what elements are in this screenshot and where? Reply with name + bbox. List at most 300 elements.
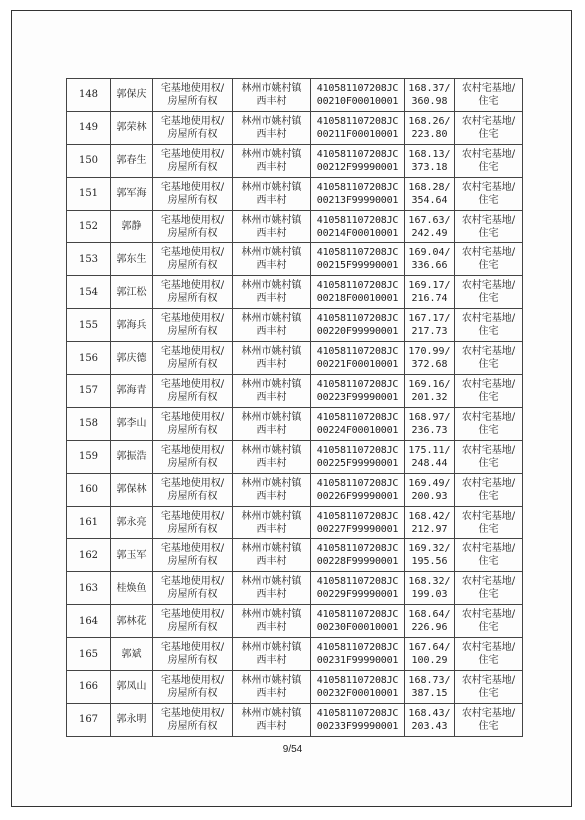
right-type-line: 房屋所有权 <box>167 95 218 107</box>
table-row <box>67 375 523 408</box>
unit-code-line: 00213F99990001 <box>316 194 399 206</box>
location-cell <box>233 638 311 671</box>
usage-line: 农村宅基地/ <box>461 378 516 390</box>
area-cell <box>405 638 455 671</box>
usage-cell <box>455 638 523 671</box>
table-row <box>67 572 523 605</box>
owner-name-cell: 桂焕鱼 <box>111 572 153 605</box>
unit-code-cell <box>311 210 405 243</box>
location-line: 林州市姚村镇 <box>241 148 302 160</box>
usage-cell <box>455 375 523 408</box>
location-line: 西丰村 <box>256 424 287 436</box>
unit-code-cell <box>311 506 405 539</box>
unit-code-line: 410581107208JC <box>316 82 399 94</box>
row-number-cell: 160 <box>67 473 111 506</box>
usage-line: 农村宅基地/ <box>461 444 516 456</box>
right-type-line: 宅基地使用权/ <box>160 444 225 456</box>
unit-code-line: 410581107208JC <box>316 477 399 489</box>
right-type-cell <box>153 375 233 408</box>
area-cell <box>405 671 455 704</box>
unit-code-line: 410581107208JC <box>316 444 399 456</box>
owner-name-cell: 郭春生 <box>111 144 153 177</box>
unit-code-cell <box>311 144 405 177</box>
area-line: 175.11/ <box>408 444 451 456</box>
location-line: 西丰村 <box>256 161 287 173</box>
area-line: 168.37/ <box>408 82 451 94</box>
table-row <box>67 309 523 342</box>
usage-cell <box>455 703 523 736</box>
location-line: 西丰村 <box>256 194 287 206</box>
right-type-line: 宅基地使用权/ <box>160 247 225 259</box>
right-type-line: 宅基地使用权/ <box>160 82 225 94</box>
table-row <box>67 79 523 112</box>
owner-name-cell: 郭保庆 <box>111 79 153 112</box>
unit-code-line: 410581107208JC <box>316 247 399 259</box>
usage-line: 农村宅基地/ <box>461 346 516 358</box>
owner-name-cell: 郭玉军 <box>111 539 153 572</box>
unit-code-cell <box>311 407 405 440</box>
right-type-line: 宅基地使用权/ <box>160 378 225 390</box>
owner-name-cell: 郭东生 <box>111 243 153 276</box>
unit-code-cell <box>311 111 405 144</box>
unit-code-line: 00218F00010001 <box>316 293 399 305</box>
right-type-line: 房屋所有权 <box>167 359 218 371</box>
unit-code-line: 410581107208JC <box>316 214 399 226</box>
right-type-cell <box>153 506 233 539</box>
right-type-line: 房屋所有权 <box>167 622 218 634</box>
area-cell <box>405 440 455 473</box>
table-row <box>67 210 523 243</box>
right-type-line: 宅基地使用权/ <box>160 115 225 127</box>
unit-code-line: 00233F99990001 <box>316 720 399 732</box>
right-type-line: 房屋所有权 <box>167 326 218 338</box>
location-cell <box>233 671 311 704</box>
area-line: 169.49/ <box>408 477 451 489</box>
area-line: 373.18 <box>411 161 448 173</box>
unit-code-line: 410581107208JC <box>316 707 399 719</box>
area-line: 168.32/ <box>408 576 451 588</box>
right-type-line: 宅基地使用权/ <box>160 148 225 160</box>
row-number-cell: 163 <box>67 572 111 605</box>
unit-code-cell <box>311 605 405 638</box>
location-line: 西丰村 <box>256 523 287 535</box>
location-line: 西丰村 <box>256 391 287 403</box>
unit-code-line: 410581107208JC <box>316 181 399 193</box>
location-line: 林州市姚村镇 <box>241 346 302 358</box>
right-type-line: 宅基地使用权/ <box>160 642 225 654</box>
unit-code-line: 410581107208JC <box>316 378 399 390</box>
usage-line: 住宅 <box>478 490 499 502</box>
right-type-cell <box>153 342 233 375</box>
table-row <box>67 605 523 638</box>
usage-line: 农村宅基地/ <box>461 280 516 292</box>
right-type-line: 宅基地使用权/ <box>160 411 225 423</box>
usage-line: 农村宅基地/ <box>461 609 516 621</box>
area-line: 169.16/ <box>408 378 451 390</box>
right-type-line: 房屋所有权 <box>167 424 218 436</box>
usage-line: 住宅 <box>478 720 499 732</box>
area-cell <box>405 177 455 210</box>
usage-line: 住宅 <box>478 622 499 634</box>
area-cell <box>405 144 455 177</box>
unit-code-cell <box>311 671 405 704</box>
right-type-line: 宅基地使用权/ <box>160 214 225 226</box>
row-number-cell: 153 <box>67 243 111 276</box>
usage-line: 农村宅基地/ <box>461 674 516 686</box>
unit-code-line: 410581107208JC <box>316 510 399 522</box>
unit-code-cell <box>311 572 405 605</box>
location-cell <box>233 309 311 342</box>
area-line: 168.43/ <box>408 707 451 719</box>
usage-cell <box>455 210 523 243</box>
location-cell <box>233 605 311 638</box>
area-line: 223.80 <box>411 128 448 140</box>
unit-code-line: 00228F99990001 <box>316 556 399 568</box>
right-type-line: 宅基地使用权/ <box>160 313 225 325</box>
right-type-line: 宅基地使用权/ <box>160 181 225 193</box>
right-type-line: 宅基地使用权/ <box>160 543 225 555</box>
area-cell <box>405 506 455 539</box>
table-row <box>67 638 523 671</box>
usage-line: 住宅 <box>478 227 499 239</box>
right-type-line: 房屋所有权 <box>167 523 218 535</box>
usage-cell <box>455 572 523 605</box>
usage-line: 住宅 <box>478 194 499 206</box>
right-type-cell <box>153 79 233 112</box>
area-line: 168.97/ <box>408 411 451 423</box>
right-type-line: 房屋所有权 <box>167 490 218 502</box>
unit-code-line: 410581107208JC <box>316 346 399 358</box>
usage-line: 住宅 <box>478 589 499 601</box>
right-type-cell <box>153 407 233 440</box>
location-line: 林州市姚村镇 <box>241 313 302 325</box>
location-line: 西丰村 <box>256 655 287 667</box>
unit-code-cell <box>311 638 405 671</box>
usage-line: 住宅 <box>478 523 499 535</box>
table-row <box>67 473 523 506</box>
unit-code-line: 410581107208JC <box>316 313 399 325</box>
row-number-cell: 166 <box>67 671 111 704</box>
unit-code-line: 410581107208JC <box>316 148 399 160</box>
location-cell <box>233 539 311 572</box>
usage-line: 农村宅基地/ <box>461 642 516 654</box>
area-cell <box>405 605 455 638</box>
owner-name-cell: 郭李山 <box>111 407 153 440</box>
right-type-cell <box>153 572 233 605</box>
right-type-line: 房屋所有权 <box>167 194 218 206</box>
area-line: 170.99/ <box>408 346 451 358</box>
area-line: 336.66 <box>411 260 448 272</box>
right-type-cell <box>153 671 233 704</box>
row-number-cell: 148 <box>67 79 111 112</box>
location-line: 林州市姚村镇 <box>241 214 302 226</box>
row-number-cell: 151 <box>67 177 111 210</box>
unit-code-line: 00227F99990001 <box>316 523 399 535</box>
location-line: 西丰村 <box>256 293 287 305</box>
right-type-line: 宅基地使用权/ <box>160 674 225 686</box>
right-type-cell <box>153 144 233 177</box>
usage-cell <box>455 671 523 704</box>
area-line: 100.29 <box>411 655 448 667</box>
right-type-line: 房屋所有权 <box>167 128 218 140</box>
usage-cell <box>455 276 523 309</box>
location-line: 林州市姚村镇 <box>241 115 302 127</box>
location-line: 林州市姚村镇 <box>241 609 302 621</box>
location-line: 林州市姚村镇 <box>241 411 302 423</box>
unit-code-line: 00221F00010001 <box>316 359 399 371</box>
table-row <box>67 144 523 177</box>
area-line: 212.97 <box>411 523 448 535</box>
row-number-cell: 150 <box>67 144 111 177</box>
table-row <box>67 342 523 375</box>
location-line: 林州市姚村镇 <box>241 477 302 489</box>
right-type-cell <box>153 243 233 276</box>
page-number: 9/54 <box>282 744 303 755</box>
usage-line: 农村宅基地/ <box>461 576 516 588</box>
usage-line: 农村宅基地/ <box>461 477 516 489</box>
area-cell <box>405 79 455 112</box>
area-line: 168.28/ <box>408 181 451 193</box>
usage-cell <box>455 440 523 473</box>
area-cell <box>405 309 455 342</box>
usage-line: 农村宅基地/ <box>461 543 516 555</box>
unit-code-cell <box>311 539 405 572</box>
usage-line: 住宅 <box>478 391 499 403</box>
right-type-line: 宅基地使用权/ <box>160 707 225 719</box>
row-number-cell: 164 <box>67 605 111 638</box>
unit-code-cell <box>311 342 405 375</box>
owner-name-cell: 郭军海 <box>111 177 153 210</box>
location-cell <box>233 703 311 736</box>
right-type-line: 房屋所有权 <box>167 457 218 469</box>
location-line: 林州市姚村镇 <box>241 247 302 259</box>
area-cell <box>405 243 455 276</box>
area-line: 203.43 <box>411 720 448 732</box>
location-cell <box>233 210 311 243</box>
right-type-line: 房屋所有权 <box>167 260 218 272</box>
usage-cell <box>455 243 523 276</box>
area-cell <box>405 342 455 375</box>
location-line: 西丰村 <box>256 720 287 732</box>
area-cell <box>405 210 455 243</box>
usage-cell <box>455 407 523 440</box>
usage-line: 住宅 <box>478 556 499 568</box>
usage-cell <box>455 539 523 572</box>
area-line: 248.44 <box>411 457 448 469</box>
unit-code-line: 00225F99990001 <box>316 457 399 469</box>
right-type-cell <box>153 111 233 144</box>
usage-line: 住宅 <box>478 95 499 107</box>
unit-code-line: 00211F00010001 <box>316 128 399 140</box>
table-row <box>67 111 523 144</box>
usage-line: 农村宅基地/ <box>461 510 516 522</box>
location-line: 西丰村 <box>256 326 287 338</box>
right-type-line: 房屋所有权 <box>167 227 218 239</box>
area-line: 242.49 <box>411 227 448 239</box>
unit-code-line: 410581107208JC <box>316 674 399 686</box>
location-line: 林州市姚村镇 <box>241 280 302 292</box>
location-line: 林州市姚村镇 <box>241 576 302 588</box>
location-cell <box>233 473 311 506</box>
area-line: 216.74 <box>411 293 448 305</box>
row-number-cell: 154 <box>67 276 111 309</box>
area-line: 236.73 <box>411 424 448 436</box>
unit-code-line: 00229F99990001 <box>316 589 399 601</box>
unit-code-cell <box>311 473 405 506</box>
usage-line: 农村宅基地/ <box>461 214 516 226</box>
location-line: 林州市姚村镇 <box>241 181 302 193</box>
location-cell <box>233 144 311 177</box>
usage-line: 住宅 <box>478 457 499 469</box>
unit-code-cell <box>311 309 405 342</box>
usage-line: 农村宅基地/ <box>461 115 516 127</box>
owner-name-cell: 郭静 <box>111 210 153 243</box>
location-line: 西丰村 <box>256 359 287 371</box>
unit-code-cell <box>311 440 405 473</box>
usage-line: 住宅 <box>478 424 499 436</box>
area-line: 168.64/ <box>408 609 451 621</box>
location-cell <box>233 440 311 473</box>
location-line: 林州市姚村镇 <box>241 543 302 555</box>
usage-line: 农村宅基地/ <box>461 313 516 325</box>
table-row <box>67 440 523 473</box>
row-number-cell: 167 <box>67 703 111 736</box>
right-type-line: 房屋所有权 <box>167 391 218 403</box>
right-type-line: 宅基地使用权/ <box>160 477 225 489</box>
usage-line: 住宅 <box>478 687 499 699</box>
right-type-cell <box>153 276 233 309</box>
unit-code-line: 00223F99990001 <box>316 391 399 403</box>
location-cell <box>233 506 311 539</box>
usage-cell <box>455 506 523 539</box>
usage-line: 住宅 <box>478 359 499 371</box>
right-type-cell <box>153 473 233 506</box>
area-cell <box>405 539 455 572</box>
location-line: 林州市姚村镇 <box>241 510 302 522</box>
owner-name-cell: 郭海青 <box>111 375 153 408</box>
location-line: 西丰村 <box>256 490 287 502</box>
area-line: 168.26/ <box>408 115 451 127</box>
usage-line: 农村宅基地/ <box>461 82 516 94</box>
row-number-cell: 152 <box>67 210 111 243</box>
table-body <box>67 79 523 737</box>
location-line: 西丰村 <box>256 128 287 140</box>
location-line: 林州市姚村镇 <box>241 378 302 390</box>
area-cell <box>405 111 455 144</box>
location-line: 西丰村 <box>256 589 287 601</box>
area-cell <box>405 276 455 309</box>
right-type-cell <box>153 703 233 736</box>
location-line: 西丰村 <box>256 457 287 469</box>
area-line: 226.96 <box>411 622 448 634</box>
owner-name-cell: 郭振浩 <box>111 440 153 473</box>
area-cell <box>405 473 455 506</box>
unit-code-line: 00212F99990001 <box>316 161 399 173</box>
unit-code-cell <box>311 703 405 736</box>
usage-line: 住宅 <box>478 128 499 140</box>
table-row <box>67 243 523 276</box>
usage-line: 农村宅基地/ <box>461 148 516 160</box>
right-type-line: 宅基地使用权/ <box>160 510 225 522</box>
right-type-line: 房屋所有权 <box>167 589 218 601</box>
row-number-cell: 165 <box>67 638 111 671</box>
usage-cell <box>455 111 523 144</box>
location-cell <box>233 79 311 112</box>
unit-code-line: 00230F00010001 <box>316 622 399 634</box>
location-cell <box>233 111 311 144</box>
location-cell <box>233 243 311 276</box>
area-cell <box>405 407 455 440</box>
area-line: 169.32/ <box>408 543 451 555</box>
location-line: 西丰村 <box>256 687 287 699</box>
owner-name-cell: 郭林花 <box>111 605 153 638</box>
location-cell <box>233 572 311 605</box>
usage-line: 农村宅基地/ <box>461 707 516 719</box>
location-line: 西丰村 <box>256 622 287 634</box>
usage-line: 住宅 <box>478 161 499 173</box>
registration-table <box>66 78 523 737</box>
unit-code-line: 00232F00010001 <box>316 687 399 699</box>
area-line: 167.64/ <box>408 642 451 654</box>
usage-line: 农村宅基地/ <box>461 411 516 423</box>
unit-code-cell <box>311 243 405 276</box>
owner-name-cell: 郭凤山 <box>111 671 153 704</box>
location-line: 西丰村 <box>256 227 287 239</box>
usage-cell <box>455 342 523 375</box>
location-line: 林州市姚村镇 <box>241 444 302 456</box>
right-type-line: 房屋所有权 <box>167 161 218 173</box>
unit-code-line: 00231F99990001 <box>316 655 399 667</box>
row-number-cell: 162 <box>67 539 111 572</box>
right-type-line: 宅基地使用权/ <box>160 280 225 292</box>
owner-name-cell: 郭永亮 <box>111 506 153 539</box>
owner-name-cell: 郭保林 <box>111 473 153 506</box>
unit-code-line: 410581107208JC <box>316 609 399 621</box>
usage-line: 住宅 <box>478 293 499 305</box>
area-line: 169.04/ <box>408 247 451 259</box>
unit-code-line: 410581107208JC <box>316 576 399 588</box>
right-type-cell <box>153 539 233 572</box>
table-row <box>67 407 523 440</box>
usage-cell <box>455 79 523 112</box>
usage-cell <box>455 309 523 342</box>
location-cell <box>233 407 311 440</box>
right-type-cell <box>153 440 233 473</box>
owner-name-cell: 郭庆德 <box>111 342 153 375</box>
right-type-line: 宅基地使用权/ <box>160 609 225 621</box>
owner-name-cell: 郭海兵 <box>111 309 153 342</box>
location-line: 西丰村 <box>256 556 287 568</box>
table-row <box>67 539 523 572</box>
row-number-cell: 149 <box>67 111 111 144</box>
row-number-cell: 156 <box>67 342 111 375</box>
row-number-cell: 158 <box>67 407 111 440</box>
unit-code-line: 00224F00010001 <box>316 424 399 436</box>
unit-code-line: 00215F99990001 <box>316 260 399 272</box>
area-line: 169.17/ <box>408 280 451 292</box>
usage-line: 住宅 <box>478 326 499 338</box>
unit-code-line: 00226F99990001 <box>316 490 399 502</box>
unit-code-line: 410581107208JC <box>316 115 399 127</box>
right-type-cell <box>153 309 233 342</box>
row-number-cell: 155 <box>67 309 111 342</box>
right-type-line: 宅基地使用权/ <box>160 576 225 588</box>
area-line: 200.93 <box>411 490 448 502</box>
unit-code-line: 00210F00010001 <box>316 95 399 107</box>
owner-name-cell: 郭江松 <box>111 276 153 309</box>
right-type-cell <box>153 177 233 210</box>
area-line: 372.68 <box>411 359 448 371</box>
